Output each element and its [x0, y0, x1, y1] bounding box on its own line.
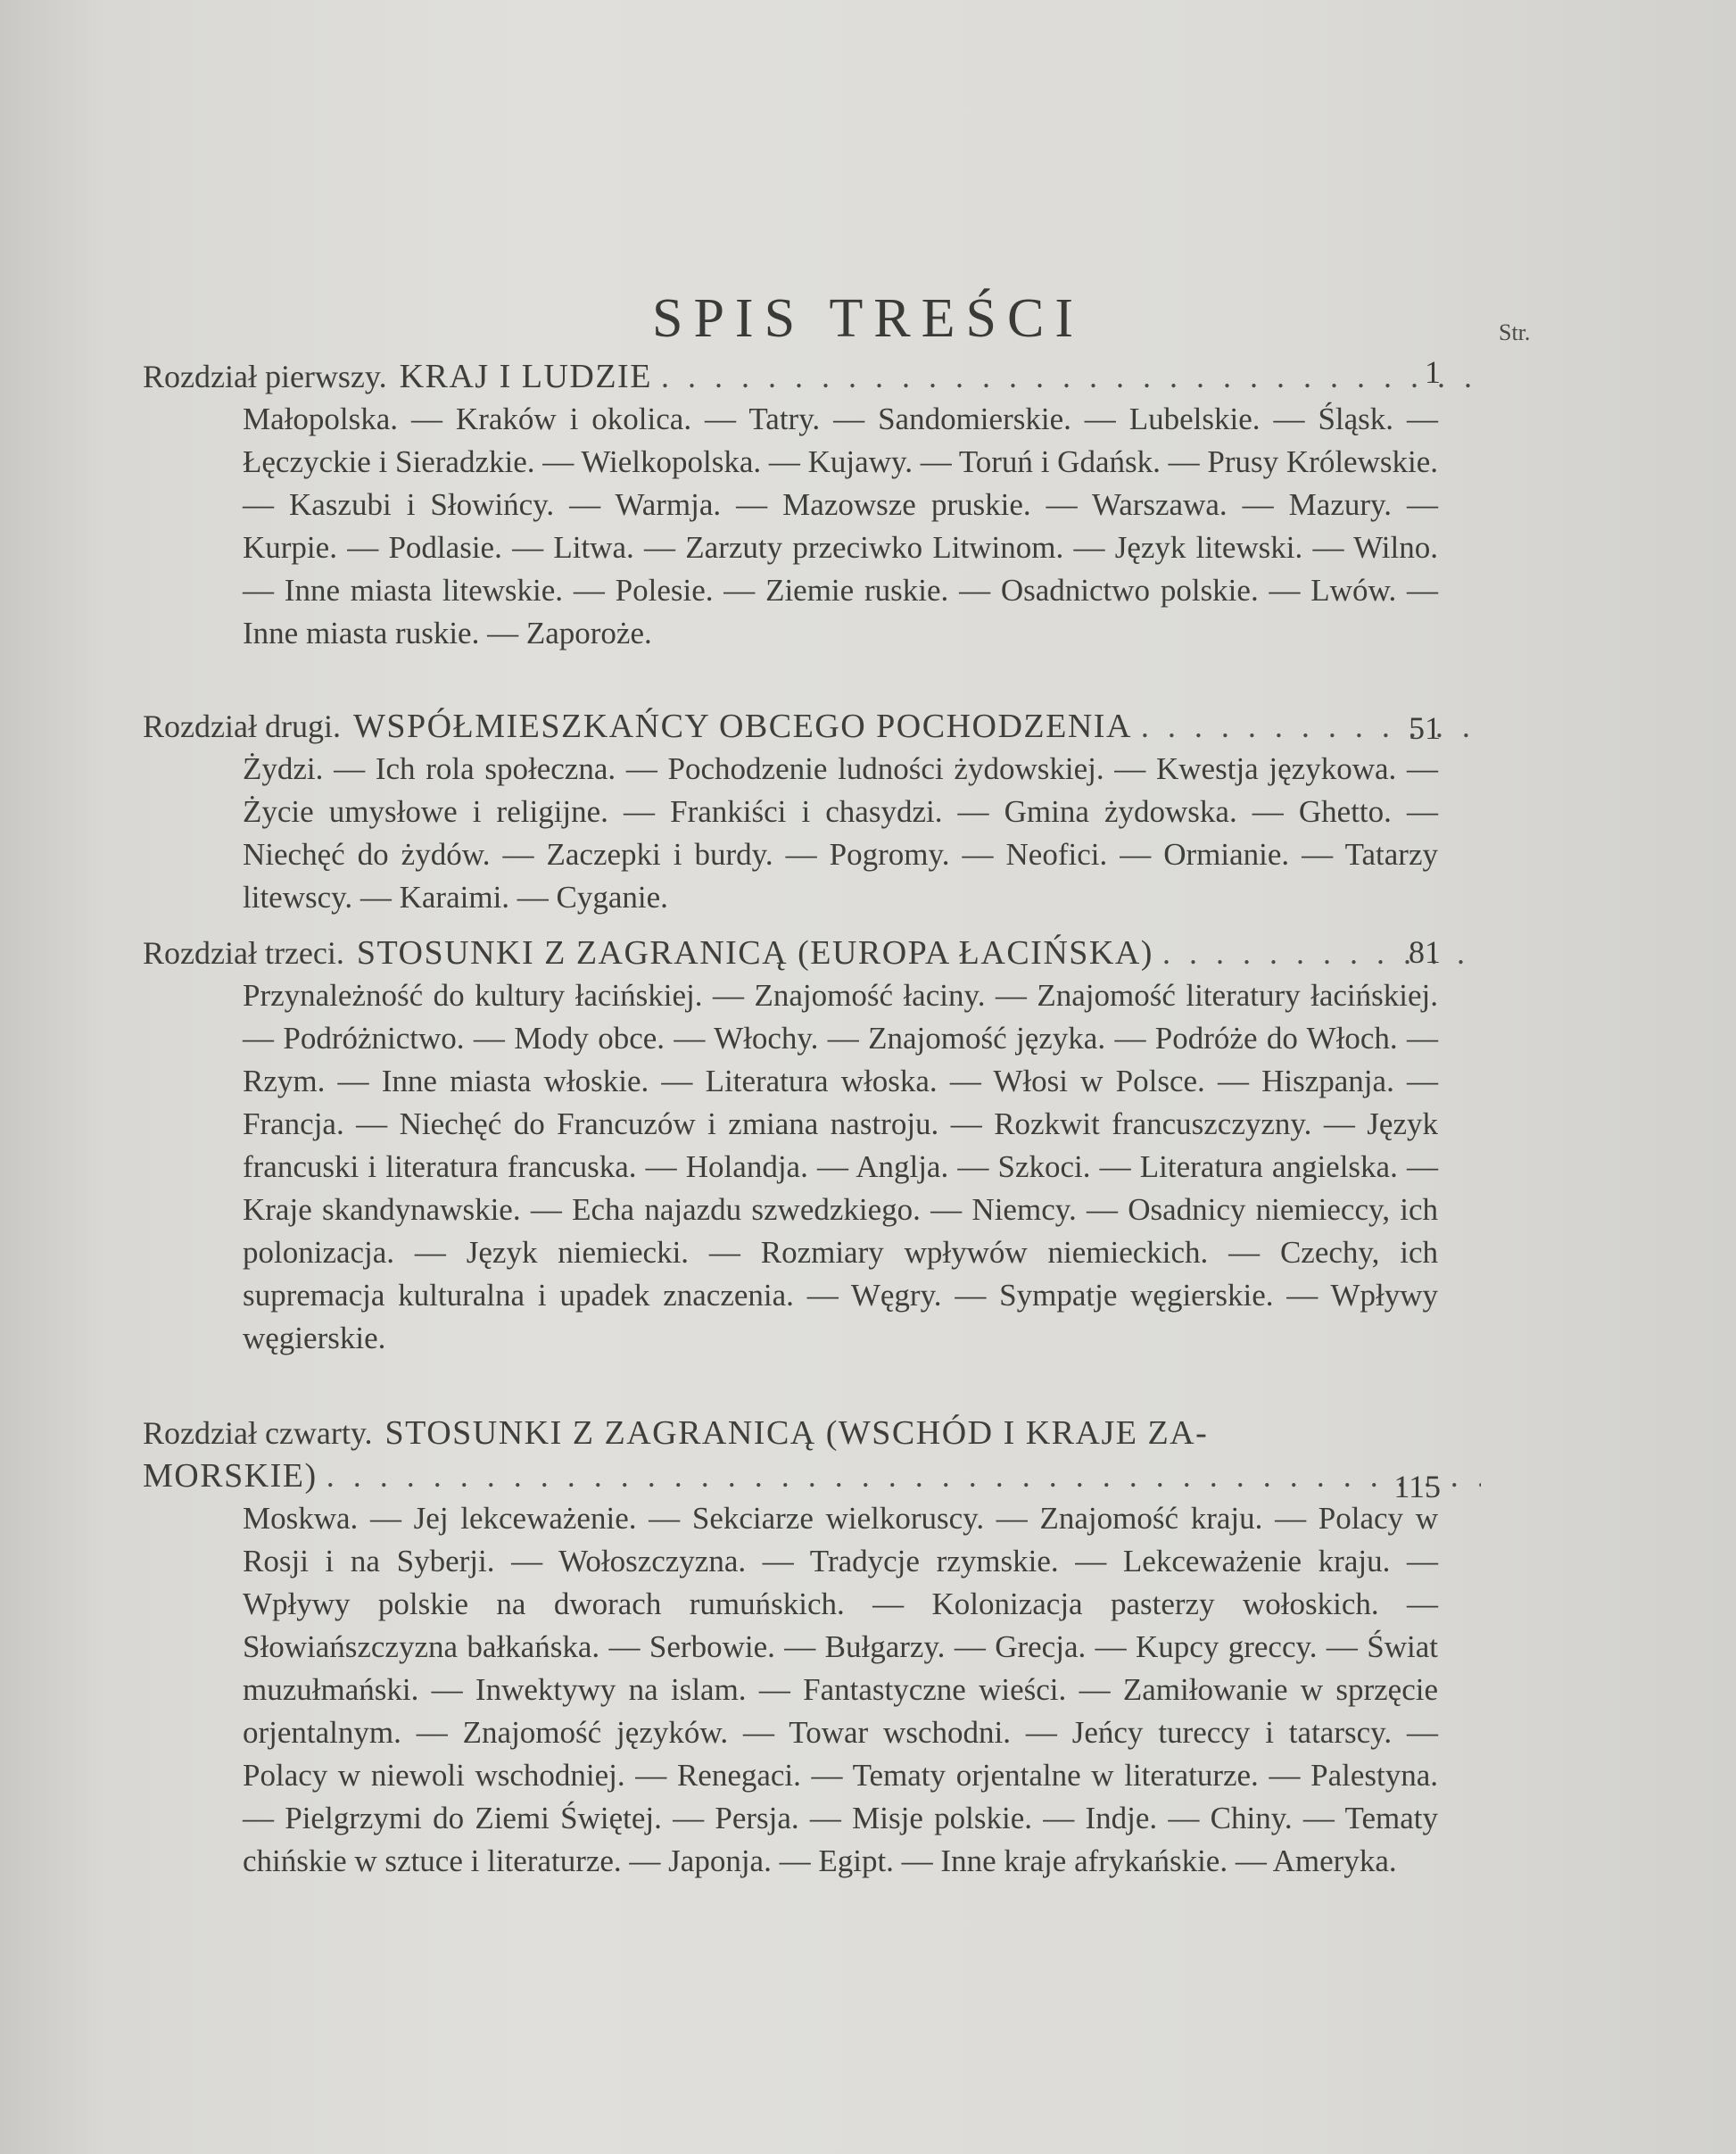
chapter-heading — [143, 1412, 1481, 1454]
chapter-label: Rozdział czwarty. — [143, 1415, 373, 1451]
chapter-title-continued: MORSKIE) — [143, 1457, 318, 1495]
chapter-label: Rozdział trzeci. — [143, 935, 344, 971]
chapter-summary: Przynależność do kultury łacińskiej. — Znajomość łaciny. — Znajomość literatury łacińskiej. — Podróżnictwo. — Mody obce. — Włochy. — Znajomość języka. — Podróże do Włoch. — Rzym. — Inne miasta włoskie. — Literatura włoska. — Włosi w Polsce. — Hiszpanja. — Francja. — Niechęć do Francuzów i zmiana nastroju. — Rozkwit francuszczyzny. — Język francuski i literatura francuska. — Holandja. — Anglja. — Szkoci. — Literatura angielska. — Kraje skandynawskie. — Echa najazdu szwedzkiego. — Niemcy. — Osadnicy niemieccy, ich polonizacja. — Język niemiecki. — Rozmiary wpływów niemieckich. — Czechy, ich supremacja kulturalna i upadek znaczenia. — Węgry. — Sympatje węgierskie. — Wpływy węgierskie. — [243, 978, 1438, 1355]
leader-dots — [661, 355, 1481, 398]
toc-entry-chapter-4 — [143, 1412, 1481, 1883]
toc-entry-chapter-2 — [143, 705, 1481, 919]
page-number: 81 — [1409, 934, 1441, 970]
chapter-title: STOSUNKI Z ZAGRANICĄ (EUROPA ŁACIŃSKA) — [356, 934, 1153, 972]
page-number: 115 — [1393, 1469, 1441, 1504]
chapter-label: Rozdział drugi. — [143, 708, 341, 744]
chapter-heading-continued — [143, 1454, 1481, 1497]
leader-dots — [327, 1454, 1481, 1497]
chapter-heading — [143, 932, 1481, 974]
page-title: SPIS TREŚCI — [651, 287, 1085, 349]
chapter-heading — [143, 705, 1481, 748]
toc-entry-chapter-1 — [143, 355, 1481, 655]
page-number: 1 — [1425, 354, 1441, 390]
chapter-label: Rozdział pierwszy. — [143, 359, 387, 394]
chapter-title: KRAJ I LUDZIE — [399, 358, 652, 395]
page-number: 51 — [1409, 710, 1441, 746]
page-column-label: Str. — [1499, 319, 1531, 345]
toc-entry-chapter-3 — [143, 932, 1481, 1360]
chapter-heading — [143, 355, 1481, 398]
chapter-summary: Małopolska. — Kraków i okolica. — Tatry. — Sandomierskie. — Lubelskie. — Śląsk. — Łęczyckie i Sieradzkie. — Wielkopolska. — Kujawy. — Toruń i Gdańsk. — Prusy Królewskie. — Kaszubi i Słowińcy. — Warmja. — Mazowsze pruskie. — Warszawa. — Mazury. — Kurpie. — Podlasie. — Litwa. — Zarzuty przeciwko Litwinom. — Język litewski. — Wilno. — Inne miasta litewskie. — Polesie. — Ziemie ruskie. — Osadnictwo polskie. — Lwów. — Inne miasta ruskie. — Zaporoże. — [243, 402, 1438, 650]
chapter-title: WSPÓŁMIESZKAŃCY OBCEGO POCHODZENIA — [352, 708, 1132, 745]
chapter-title: STOSUNKI Z ZAGRANICĄ (WSCHÓD I KRAJE ZA- — [384, 1414, 1209, 1452]
chapter-summary: Żydzi. — Ich rola społeczna. — Pochodzenie ludności żydowskiej. — Kwestja językowa. — Życie umysłowe i religijne. — Frankiści i chasydzi. — Gmina żydowska. — Ghetto. — Niechęć do żydów. — Zaczepki i burdy. — Pogromy. — Neofici. — Ormianie. — Tatarzy litewscy. — Karaimi. — Cyganie. — [243, 751, 1438, 915]
chapter-summary: Moskwa. — Jej lekceważenie. — Sekciarze wielkoruscy. — Znajomość kraju. — Polacy w Rosji i na Syberji. — Wołoszczyzna. — Tradycje rzymskie. — Lekceważenie kraju. — Wpływy polskie na dworach rumuńskich. — Kolonizacja pasterzy wołoskich. — Słowiańszczyzna bałkańska. — Serbowie. — Bułgarzy. — Grecja. — Kupcy greccy. — Świat muzułmański. — Inwektywy na islam. — Fantastyczne wieści. — Zamiłowanie w sprzęcie orjentalnym. — Znajomość języków. — Towar wschodni. — Jeńcy tureccy i tatarscy. — Polacy w niewoli wschodniej. — Renegaci. — Tematy orjentalne w literaturze. — Palestyna. — Pielgrzymi do Ziemi Świętej. — Persja. — Misje polskie. — Indje. — Chiny. — Tematy chińskie w sztuce i literaturze. — Japonja. — Egipt. — Inne kraje afrykańskie. — Ameryka. — [243, 1501, 1438, 1878]
